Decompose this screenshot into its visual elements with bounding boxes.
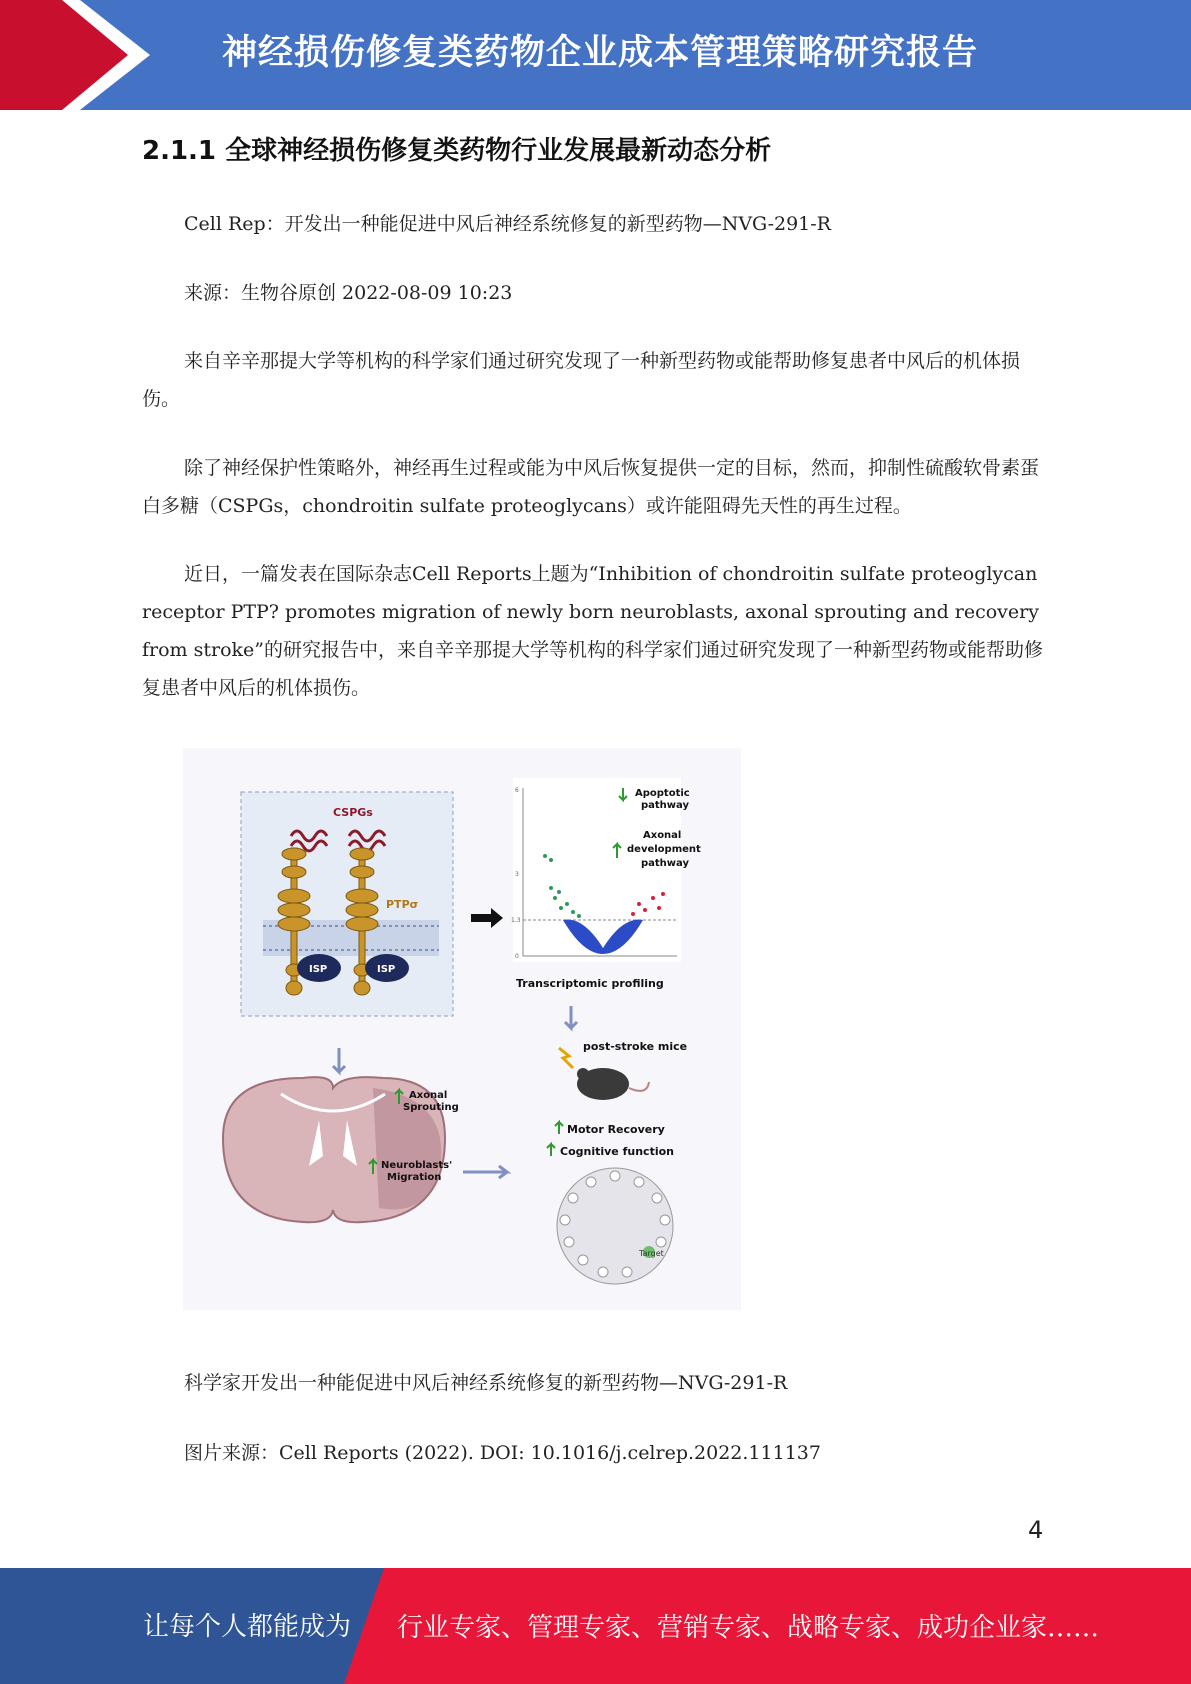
arrow-up-cognitive: [547, 1144, 555, 1156]
graphical-abstract-figure: [183, 748, 741, 1310]
article-paragraph-1: 来自辛辛那提大学等机构的科学家们通过研究发现了一种新型药物或能帮助修复患者中风后的机体损伤。: [142, 350, 1021, 410]
header-title: 神经损伤修复类药物企业成本管理策略研究报告: [222, 33, 979, 73]
black-arrow: [471, 908, 503, 928]
footer-left-text: 让每个人都能成为: [143, 1612, 352, 1642]
header-arrow-decoration: [0, 0, 160, 110]
article-paragraph-2: 除了神经保护性策略外，神经再生过程或能为中风后恢复提供一定的目标，然而，抑制性硫酸软骨素蛋白多糖（CSPGs，chondroitin sulfate proteoglycans）或许能阻碍先天性的再生过程。: [142, 457, 1040, 517]
figure-caption: 科学家开发出一种能促进中风后神经系统修复的新型药物—NVG-291-R: [184, 1372, 788, 1394]
receptor-panel: [241, 792, 453, 1016]
figure-illustration: [183, 748, 741, 1310]
arrow-down-left: [333, 1048, 345, 1072]
label-ptp: PTPσ: [386, 898, 419, 911]
label-transcriptomic: Transcriptomic profiling: [516, 977, 664, 990]
figure-source: 图片来源：Cell Reports (2022). DOI: 10.1016/j.celrep.2022.111137: [184, 1442, 821, 1464]
page-footer: [0, 1568, 1191, 1684]
tick-1-3: 1.3: [511, 917, 521, 924]
label-migration: Migration: [387, 1172, 442, 1183]
arrow-down-right: [565, 1006, 577, 1028]
label-axonal-pathway: pathway: [641, 858, 690, 869]
arrow-right: [463, 1166, 507, 1178]
label-target: Target: [639, 1249, 664, 1258]
tick-3: 3: [515, 871, 519, 878]
page-header: [0, 0, 1191, 110]
label-apoptotic: Apoptotic: [635, 788, 690, 799]
label-isp-1: ISP: [309, 964, 328, 975]
label-motor: Motor Recovery: [567, 1123, 665, 1136]
water-maze-icon: [557, 1168, 673, 1284]
section-heading: 2.1.1 全球神经损伤修复类药物行业发展最新动态分析: [142, 136, 772, 166]
label-apoptotic-pathway: pathway: [641, 800, 690, 811]
label-neuroblasts: Neuroblasts': [381, 1160, 453, 1171]
footer-right-text: 行业专家、管理专家、营销专家、战略专家、成功企业家……: [397, 1613, 1100, 1643]
label-cspgs: CSPGs: [333, 806, 373, 819]
article-source: 来源：生物谷原创 2022-08-09 10:23: [184, 282, 513, 304]
label-sprouting: Sprouting: [403, 1102, 459, 1113]
arrow-up-motor: [555, 1122, 563, 1134]
label-development: development: [627, 844, 701, 855]
label-axonal: Axonal: [643, 830, 682, 841]
label-post-stroke: post-stroke mice: [583, 1040, 688, 1053]
label-isp-2: ISP: [377, 964, 396, 975]
tick-6: 6: [515, 787, 519, 794]
label-cognitive: Cognitive function: [560, 1145, 674, 1158]
page-number: 4: [1028, 1516, 1044, 1544]
article-paragraph-3: 近日，一篇发表在国际杂志Cell Reports上题为“Inhibition of chondroitin sulfate proteoglycan receptor PTP? promotes migration of newly born neuroblasts, axonal sprouting and recovery from stroke”的研究报告中，来自辛辛那提大学等机构的科学家们通过研究发现了一种新型药物或能帮助修复患者中风后的机体损伤。: [142, 563, 1043, 699]
lightning-icon: [559, 1048, 573, 1068]
article-headline: Cell Rep：开发出一种能促进中风后神经系统修复的新型药物—NVG-291-R: [184, 213, 831, 235]
tick-0: 0: [515, 953, 519, 960]
label-sprouting-axonal: Axonal: [409, 1090, 448, 1101]
